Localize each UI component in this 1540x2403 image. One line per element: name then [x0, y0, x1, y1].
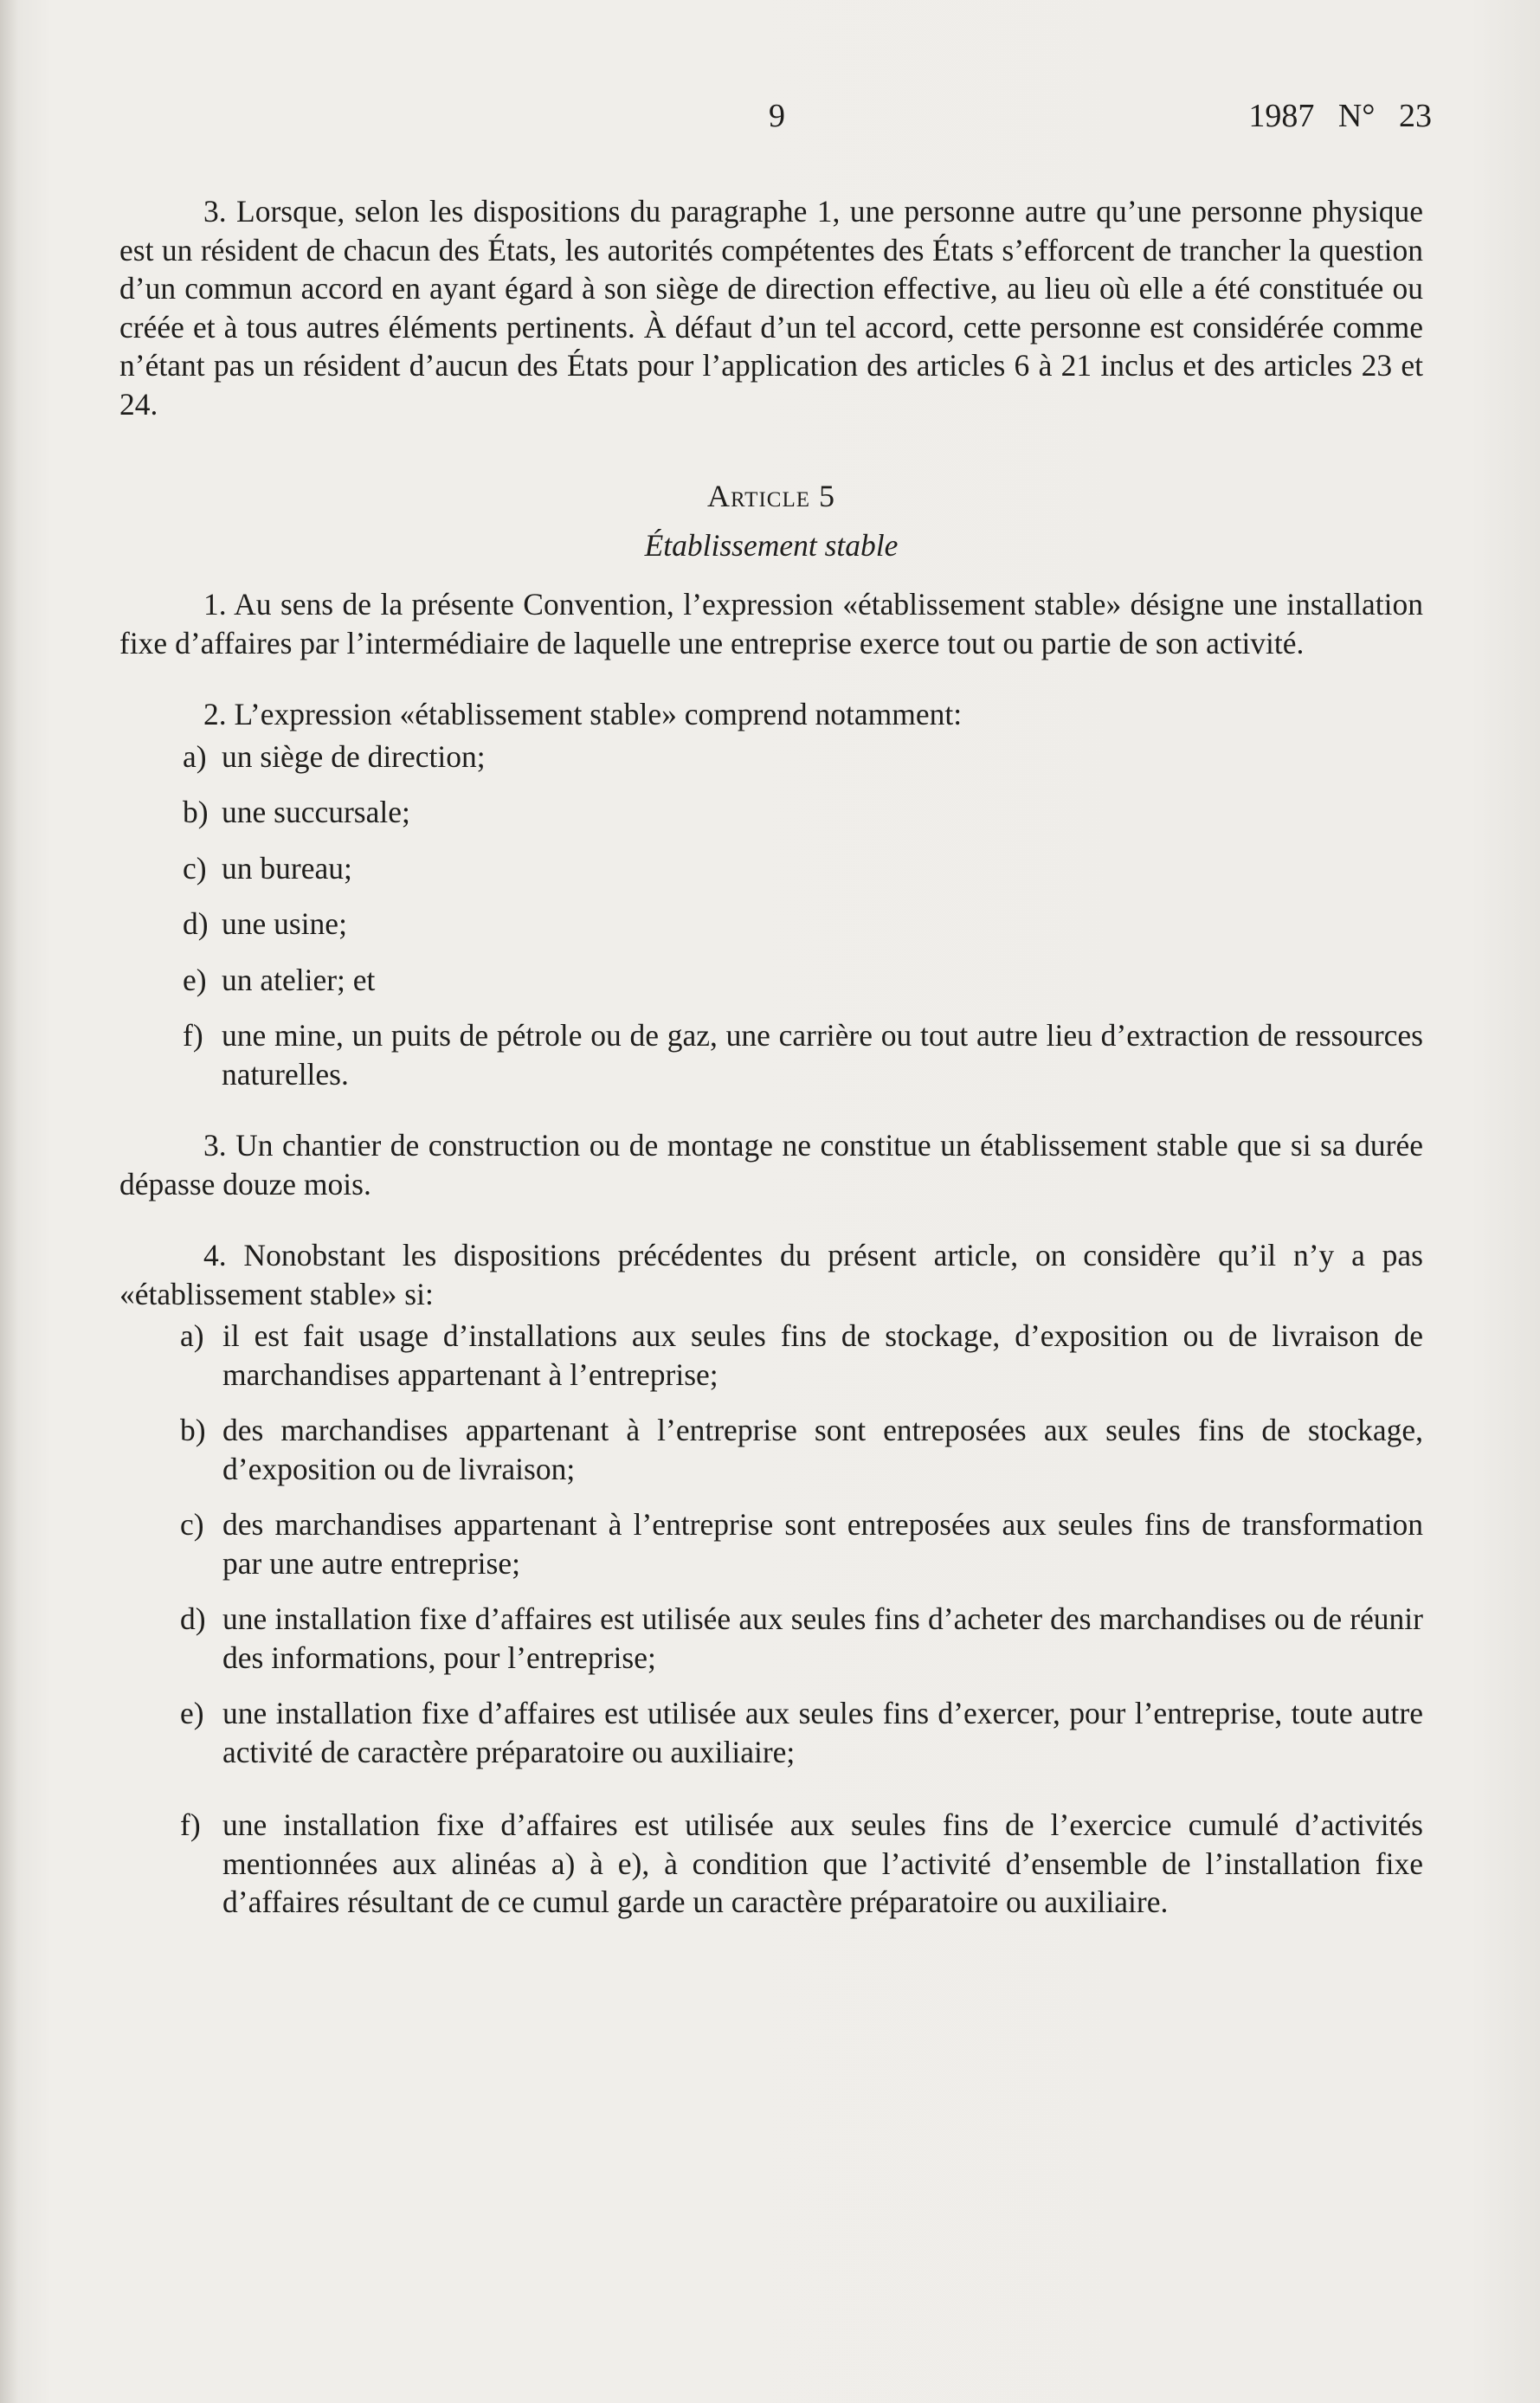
page-gutter-shadow — [0, 0, 19, 2403]
list-item — [119, 1016, 1423, 1093]
list-item-text: une usine; — [222, 906, 347, 941]
list-item — [119, 1317, 1423, 1394]
list-item-marker: b) — [183, 795, 209, 829]
list-item-marker: d) — [180, 1601, 206, 1636]
year-and-number: 1987 N° 23 — [1248, 98, 1432, 134]
paragraph-3-residence: 3. Lorsque, selon les dispositions du paragraphe 1, une personne autre qu’une personne physique est un résident de chacun des États, les autorités compétentes des États s’efforcent de trancher la question d’un commun accord en ayant égard à son siège de direction effective, au lieu où elle a été constituée ou créée et à tous autres éléments pertinents. À défaut d’un tel accord, cette personne est considérée comme n’étant pas un résident d’aucun des États pour l’application des articles 6 à 21 inclus et des articles 23 et 24. — [119, 194, 1423, 422]
article-subtitle: Établissement stable — [644, 527, 899, 563]
article-paragraph-2: 2. L’expression «établissement stable» comprend notamment: — [203, 697, 963, 731]
list-item-marker: a) — [183, 738, 207, 774]
article-paragraph-3: 3. Un chantier de construction ou de montage ne constitue un établissement stable que si sa durée dépasse douze mois. — [119, 1128, 1423, 1202]
list-item-marker: e) — [183, 962, 207, 997]
list-item — [119, 1505, 1423, 1582]
list-item-marker: d) — [183, 906, 209, 941]
list-item-text: une installation fixe d’affaires est utilisée aux seules fins d’acheter des marchandises ou de réunir des informations, pour l’entreprise; — [222, 1601, 1423, 1675]
list-item-text: une installation fixe d’affaires est utilisée aux seules fins de l’exercice cumulé d’activités mentionnées aux alinéas a) à e), à condition que l’activité d’ensemble de l’installation fixe d’affaires résultant de ce cumul garde un caractère préparatoire ou auxiliaire. — [222, 1807, 1423, 1919]
list-paragraph-2 — [119, 738, 1423, 1094]
list-item-text: un atelier; et — [222, 962, 376, 997]
page-header — [0, 97, 1540, 140]
list-item-marker: f) — [180, 1807, 201, 1842]
list-item-text: un siège de direction; — [222, 738, 486, 774]
list-item — [119, 1806, 1423, 1922]
list-item-marker: c) — [183, 850, 207, 886]
list-item-text: une succursale; — [222, 795, 410, 829]
list-item — [119, 738, 1423, 776]
article-paragraph-4: 4. Nonobstant les dispositions précédentes du présent article, on considère qu’il n’y a pas «établissement stable» si: — [119, 1238, 1423, 1311]
list-item-marker: b) — [180, 1413, 206, 1447]
list-item — [119, 961, 1423, 1000]
list-item-marker: c) — [180, 1507, 204, 1542]
list-item — [119, 1411, 1423, 1488]
list-item-text: un bureau; — [222, 850, 352, 886]
list-item — [119, 849, 1423, 888]
list-paragraph-4 — [119, 1317, 1423, 1922]
list-item — [119, 905, 1423, 944]
list-item — [119, 793, 1423, 832]
article-heading: Article 5 — [707, 479, 835, 513]
list-item — [119, 1600, 1423, 1677]
article-paragraph-1: 1. Au sens de la présente Convention, l’expression «établissement stable» désigne une installation fixe d’affaires par l’intermédiaire de laquelle une entreprise exerce tout ou partie de son activité. — [119, 587, 1423, 660]
list-item-marker: e) — [180, 1696, 204, 1730]
list-item-marker: a) — [180, 1318, 204, 1353]
list-item-text: il est fait usage d’installations aux seules fins de stockage, d’exposition ou de livraison de marchandises appartenant à l’entreprise; — [222, 1318, 1423, 1392]
list-item — [119, 1694, 1423, 1771]
page-number: 9 — [769, 98, 785, 134]
list-item-text: des marchandises appartenant à l’entreprise sont entreposées aux seules fins de transformation par une autre entreprise; — [222, 1507, 1423, 1581]
list-item-text: des marchandises appartenant à l’entreprise sont entreposées aux seules fins de stockage, d’exposition ou de livraison; — [222, 1413, 1423, 1486]
list-item-text: une mine, un puits de pétrole ou de gaz, une carrière ou tout autre lieu d’extraction de ressources naturelles. — [222, 1018, 1423, 1092]
list-item-marker: f) — [183, 1018, 203, 1053]
list-item-text: une installation fixe d’affaires est utilisée aux seules fins d’exercer, pour l’entreprise, toute autre activité de caractère préparatoire ou auxiliaire; — [222, 1696, 1423, 1769]
document-body — [119, 192, 1423, 1922]
